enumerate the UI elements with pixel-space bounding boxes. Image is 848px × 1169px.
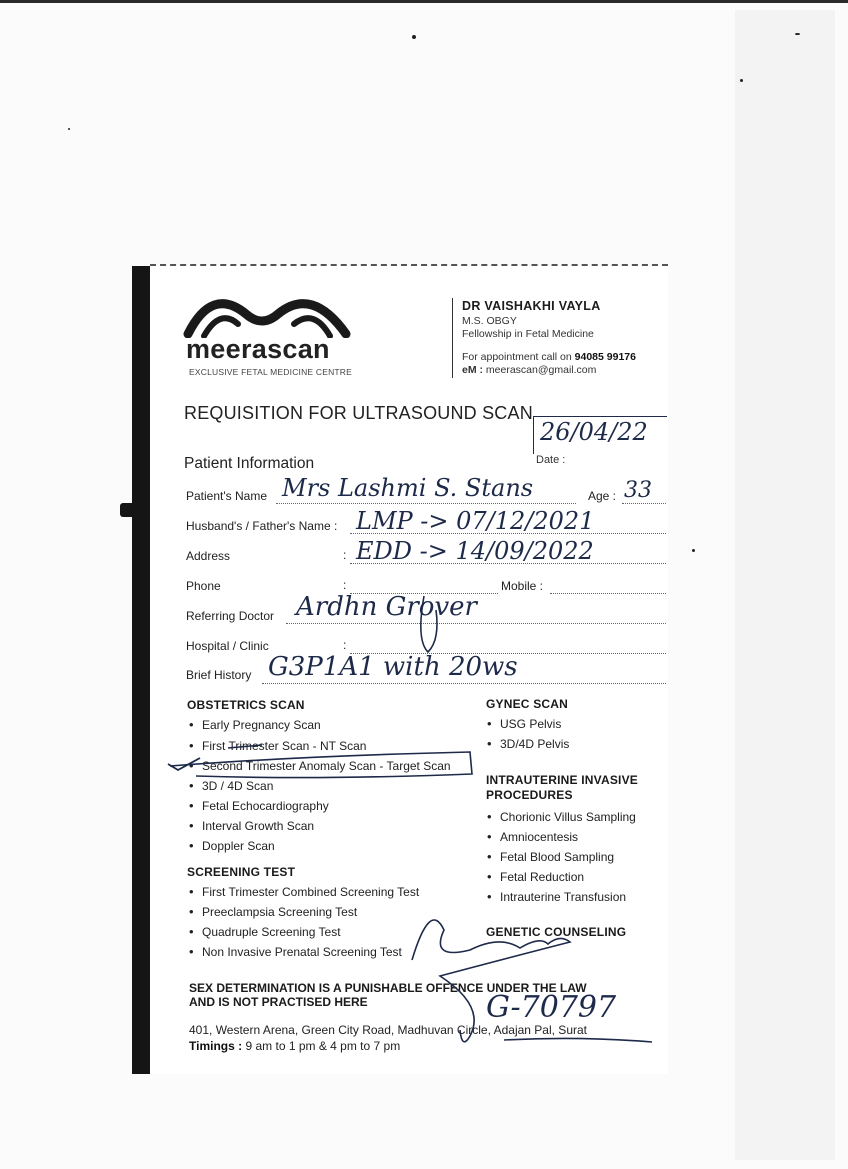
brief-history-label: Brief History (186, 668, 252, 682)
legal-warning: SEX DETERMINATION IS A PUNISHABLE OFFENCE UNDER THE LAW (189, 981, 587, 995)
obstetrics-item: • Interval Growth Scan (187, 819, 451, 833)
first-trimester-strike (228, 745, 262, 748)
brief-history-value: G3P1A1 with 20ws (268, 652, 518, 682)
clinic-email: meerascan@gmail.com (485, 364, 597, 376)
invasive-heading-line2: PROCEDURES (486, 788, 573, 802)
address-colon: : (343, 548, 347, 562)
mobile-label: Mobile : (501, 579, 544, 593)
invasive-item: • Amniocentesis (485, 830, 636, 844)
date-value: 26/04/22 (540, 418, 648, 446)
referring-doctor-label: Referring Doctor (186, 609, 275, 623)
referring-doctor-value: Ardhn Grover (296, 592, 477, 622)
phone-label: Phone (186, 579, 221, 593)
invasive-item: • Fetal Reduction (485, 870, 636, 884)
email-prefix: eM : (462, 364, 483, 376)
genetic-heading: GENETIC COUNSELING (486, 925, 627, 939)
invasive-item: • Chorionic Villus Sampling (485, 810, 636, 824)
phone-colon: : (343, 578, 347, 592)
clinic-address: 401, Western Arena, Green City Road, Madhuvan Circle, Adajan Pal, Surat (189, 1023, 587, 1037)
registration-underline (504, 1038, 652, 1042)
screening-heading: SCREENING TEST (187, 865, 296, 879)
timings-label: Timings : (189, 1039, 243, 1053)
clinic-brand: meerascan (186, 334, 330, 364)
target-scan-underline (170, 752, 472, 778)
clinic-tagline: EXCLUSIVE FETAL MEDICINE CENTRE (189, 367, 353, 377)
obstetrics-item: • Doppler Scan (187, 839, 451, 853)
doctor-qualification: M.S. OBGY (462, 315, 517, 327)
obstetrics-item-selected: • Second Trimester Anomaly Scan - Target Scan (187, 759, 451, 773)
gynec-item: • 3D/4D Pelvis (485, 737, 569, 751)
screening-item: • Quadruple Screening Test (187, 925, 419, 939)
screening-item: • First Trimester Combined Screening Test (187, 885, 419, 899)
date-label: Date : (536, 454, 566, 466)
husband-name-label: Husband's / Father's Name : (186, 519, 338, 533)
obstetrics-item: • Fetal Echocardiography (187, 799, 451, 813)
doctor-name: DR VAISHAKHI VAYLA (462, 299, 601, 313)
signature-loop (421, 596, 437, 652)
invasive-item: • Fetal Blood Sampling (485, 850, 636, 864)
screening-item: • Preeclampsia Screening Test (187, 905, 419, 919)
legal-warning-line2: AND IS NOT PRACTISED HERE (189, 995, 368, 1009)
timings-value: 9 am to 1 pm & 4 pm to 7 pm (245, 1039, 401, 1053)
obstetrics-heading: OBSTETRICS SCAN (187, 698, 305, 712)
obstetrics-item: • 3D / 4D Scan (187, 779, 451, 793)
registration-number: G-70797 (486, 990, 617, 1025)
age-label: Age : (588, 489, 617, 503)
gynec-heading: GYNEC SCAN (486, 697, 569, 711)
doctor-fellowship: Fellowship in Fetal Medicine (462, 328, 594, 340)
address-value: EDD -> 14/09/2022 (356, 537, 594, 565)
patient-section-heading: Patient Information (184, 455, 315, 472)
hospital-label: Hospital / Clinic (186, 639, 269, 653)
address-label: Address (186, 549, 231, 563)
obstetrics-item: • First Trimester Scan - NT Scan (187, 739, 451, 753)
patient-name-value: Mrs Lashmi S. Stans (282, 474, 534, 502)
gynec-item: • USG Pelvis (485, 717, 569, 731)
patient-name-label: Patient's Name (186, 489, 267, 503)
obstetrics-item: • Early Pregnancy Scan (187, 718, 451, 732)
screening-item: • Non Invasive Prenatal Screening Test (187, 945, 419, 959)
husband-name-value: LMP -> 07/12/2021 (356, 507, 595, 535)
appointment-phone: 94085 99176 (574, 351, 636, 363)
invasive-item: • Intrauterine Transfusion (485, 890, 636, 904)
appointment-prefix: For appointment call on (462, 351, 572, 363)
hospital-colon: : (343, 638, 347, 652)
form-title: REQUISITION FOR ULTRASOUND SCAN (184, 403, 533, 423)
invasive-heading: INTRAUTERINE INVASIVE (486, 773, 638, 787)
age-value: 33 (624, 478, 652, 503)
